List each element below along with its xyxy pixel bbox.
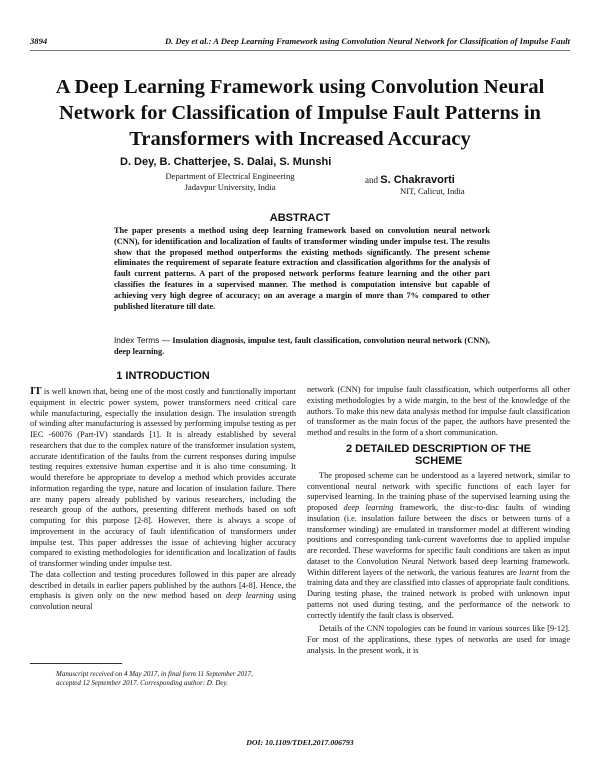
footnote-line: Manuscript received on 4 May 2017, in final form 11 September 2017, [56,670,253,678]
drop-cap: IT [30,385,42,397]
page-number: 3894 [30,36,48,46]
title-line: Transformers with Increased Accuracy [129,128,471,150]
intro-paragraph-1: IT is well known that, being one of the most costly and functionally important equipment in electric power system, power transformers need critical care while manufacturing, especially the insulation design. The insulation strength of winding after manufacturing is assessed by performing impulse testing as per IEC -60076 (Part-IV) standards [1]. It is already established by several researchers that due to the complex nature of the transformer insulation system, accurate identification of the faults from the current responses during impulse testing requires extensive human expertise and it is also time consuming. It would therefore be appropriate to develop a method which provides accurate information regarding the type, nature and location of insulation failure. There are many papers already published by various researchers, including the research group of the authors, presenting different methods based on soft computing for this purpose [2-8]. However, there is always a scope of improvement in the accuracy of fault identification of transformers under impulse test. This paper addresses the issue of achieving higher accuracy compared to existing methodologies for identification and localization of faults of transformer winding under impulse test. [30,385,296,568]
doi-footer: DOI: 10.1109/TDEI.2017.006793 [246,738,354,747]
left-column [30,370,296,613]
section-2-paragraph-2: Details of the CNN topologies can be found in various sources like [9-12]. For most of the applications, these types of networks are used for image analysis. In the present work, it is [307,624,570,655]
section-2-paragraph-1: The proposed scheme can be understood as a layered network, similar to conventional neural network with specific functions of each layer for supervised learning. In the training phase of the supervised learning using the proposed deep learning framework, the disc-to-disc faults of winding insulation (i.e. insulation failure between the discs or between turns of a transformer winding) are emulated in transformer model at different winding positions and corresponding tank-current waveforms due to applied impulse are recorded. These waveforms for specific fault conditions are taken as input dataset to the Convolution Neural Network based deep learning framework. Within different layers of the network, the various features are learnt from the training data and they are classified into classes of appropriate fault conditions. During testing phase, the trained network is probed with unknown input patterns not used during testing, and the performance of the network to correctly identify the fault class is observed. [307,470,571,620]
intro-continued: network (CNN) for impulse fault classification, which outperforms all other existing methodologies by a wide margin, to the best of the knowledge of the authors. To make this new data analysis method for impulse fault classification of transformer as the main focus of the paper, the authors have presented the method and results in the form of a short communication. [307,385,570,437]
title-line: A Deep Learning Framework using Convolution Neural [55,76,545,98]
footnote-line: accepted 12 September 2017. Corresponding author: D. Dey. [56,679,228,687]
running-header [30,36,570,50]
index-terms-label: Index Terms — [114,335,171,345]
affiliation-1-university: Jadavpur University, India [184,182,276,192]
affiliation-1-department: Department of Electrical Engineering [165,171,295,181]
second-author [365,174,455,186]
intro-paragraph-2: The data collection and testing procedures followed in this paper are already described in details in earlier papers published by the authors [4-8]. Hence, the emphasis is given only on the new method based on deep learning using convolution neural [30,569,296,611]
running-title: D. Dey et al.: A Deep Learning Framework using Convolution Neural Network for Classification of Impulse Fault [164,36,570,46]
affiliation-2: NIT, Calicut, India [400,186,465,196]
right-column [307,385,570,657]
and-word: and [365,175,378,185]
section-2-heading: 2 DETAILED DESCRIPTION OF THE SCHEME [346,442,531,467]
footnote [56,670,296,688]
author-2-name: S. Chakravorti [380,174,455,186]
abstract-heading: ABSTRACT [269,212,331,224]
affiliation-1 [160,171,300,193]
section-1-heading: 1 INTRODUCTION [116,370,210,382]
paper-title [40,74,560,152]
abstract-text: The paper presents a method using deep learning framework based on convolution neural network (CNN), for identification and localization of faults of transformer winding under impulse test. The results show that the proposed method outperforms the existing methods significantly. The present scheme eliminates the requirement of separate feature extraction and classification algorithms for the analysis of fault current patterns. A part of the proposed network performs feature learning and the other part classifies the features in a supervised manner. The method is computation intensive but capable of achieving very high degree of accuracy; on an average a margin of more than 7% compared to other published literature till date. [114,226,490,311]
index-terms-text: Insulation diagnosis, impulse test, fault classification, convolution neural network (CNN), deep learning. [114,336,491,356]
header-rule [30,50,570,51]
index-terms [114,335,490,358]
author-list: D. Dey, B. Chatterjee, S. Dalai, S. Munshi [120,156,332,168]
title-line: Network for Classification of Impulse Fault Patterns in [59,102,541,124]
footnote-rule [30,663,122,664]
